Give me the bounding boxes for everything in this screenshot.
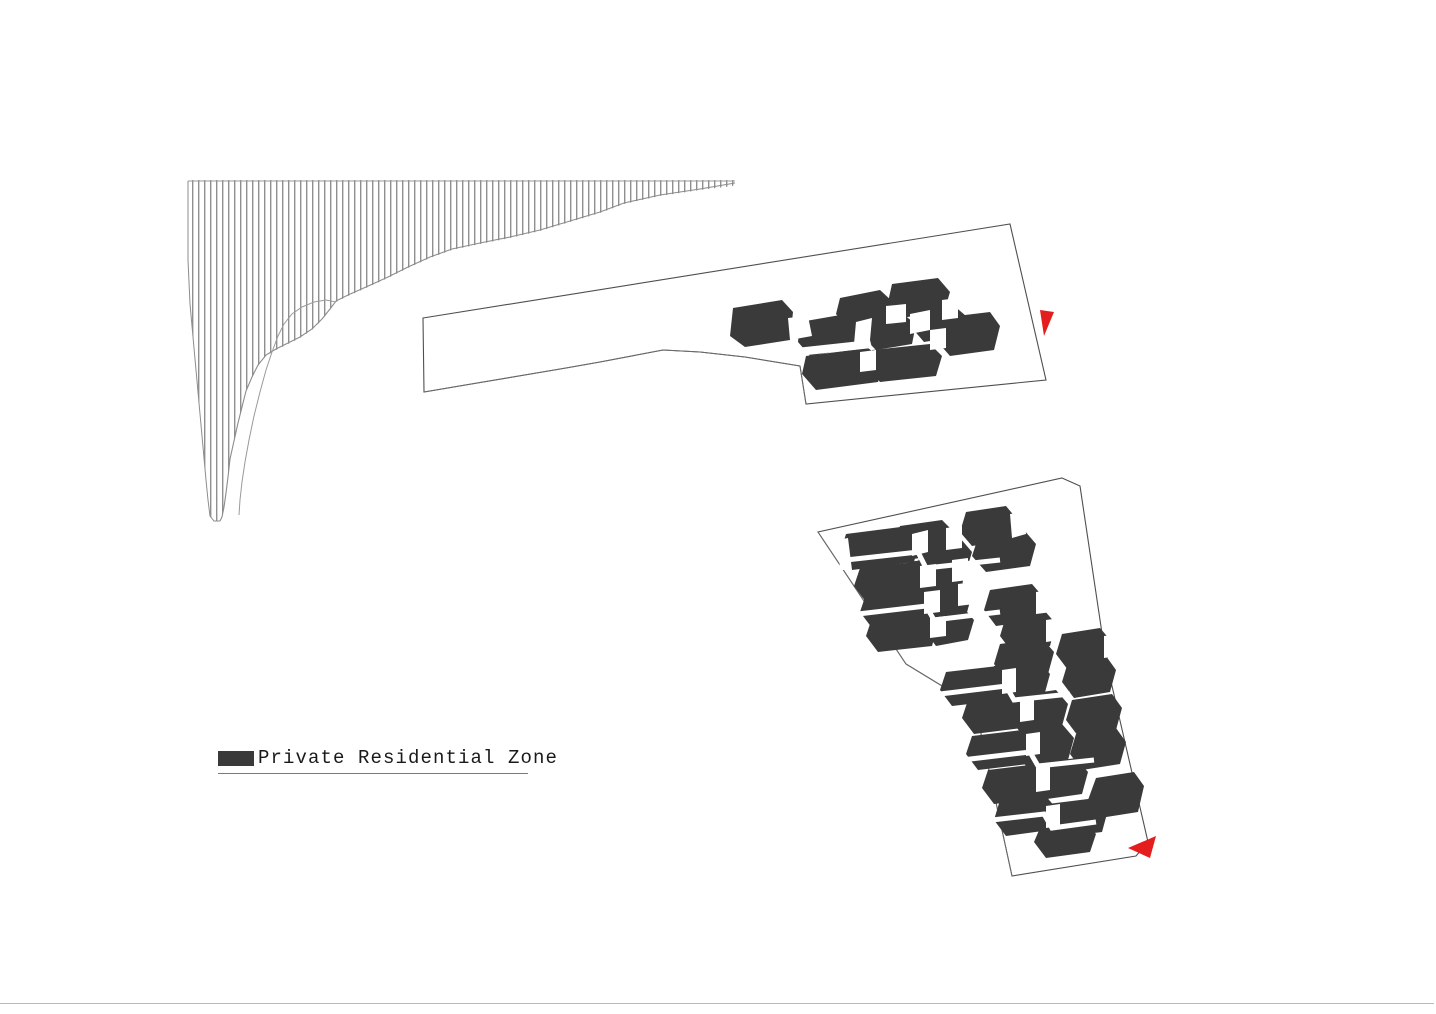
upper-site-entry-marker	[1040, 310, 1054, 336]
legend-swatch	[218, 751, 254, 766]
building-block[interactable]	[1062, 656, 1116, 698]
legend-item-private-residential-zone	[218, 747, 559, 769]
building-block[interactable]	[730, 300, 793, 347]
legend-label: Private Residential Zone	[258, 747, 559, 769]
lower-site-buildings	[838, 506, 1144, 858]
legend	[218, 747, 559, 774]
legend-divider	[218, 773, 528, 774]
page-bottom-divider	[0, 1003, 1436, 1004]
